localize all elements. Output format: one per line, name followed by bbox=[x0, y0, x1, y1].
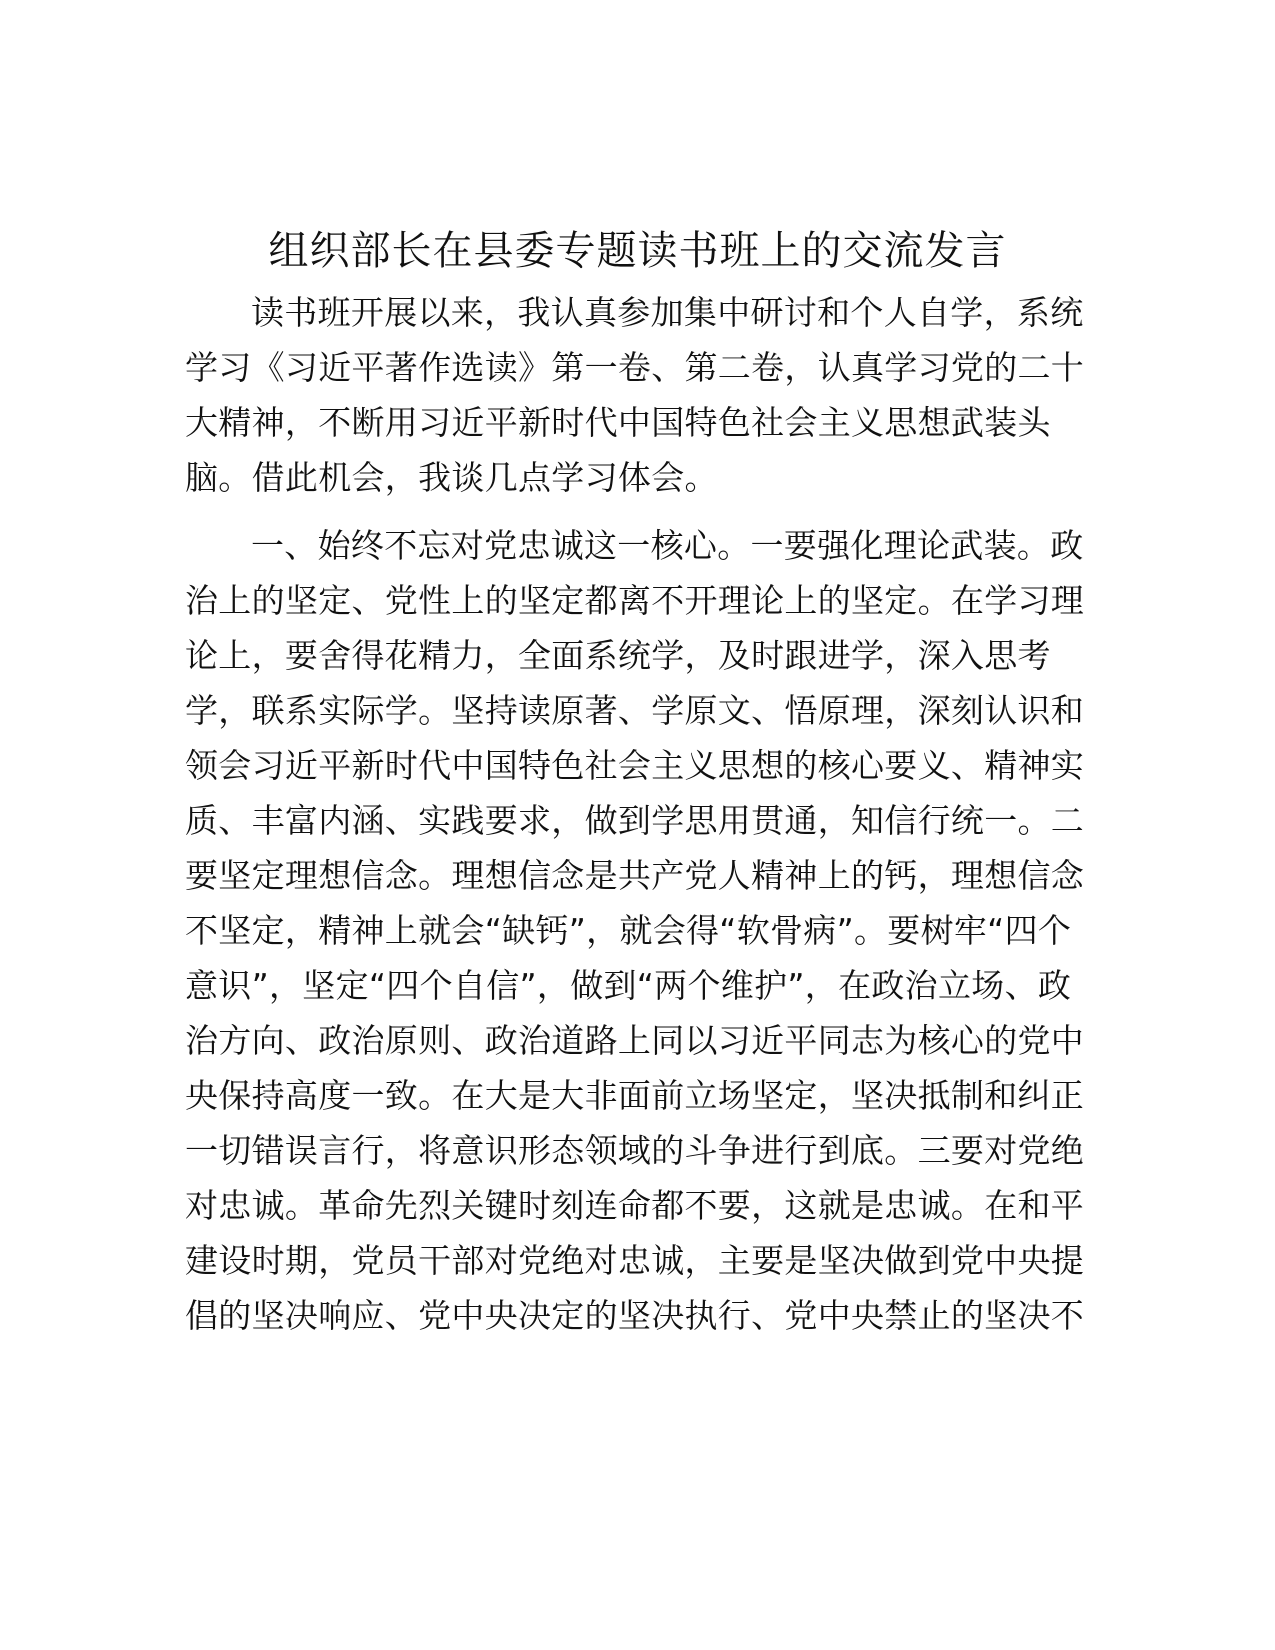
text-line: 要坚定理想信念。理想信念是共产党人精神上的钙，理想信念 bbox=[185, 856, 1085, 895]
text-line: 意识”，坚定“四个自信”，做到“两个维护”，在政治立场、政 bbox=[185, 966, 1072, 1005]
text-line: 一切错误言行，将意识形态领域的斗争进行到底。三要对党绝 bbox=[185, 1131, 1085, 1170]
text-line: 不坚定，精神上就会“缺钙”，就会得“软骨病”。要树牢“四个 bbox=[185, 911, 1072, 950]
text-line: 质、丰富内涵、实践要求，做到学思用贯通，知信行统一。二 bbox=[185, 801, 1085, 840]
text-line: 倡的坚决响应、党中央决定的坚决执行、党中央禁止的坚决不 bbox=[185, 1296, 1085, 1335]
text-line: 对忠诚。革命先烈关键时刻连命都不要，这就是忠诚。在和平 bbox=[185, 1186, 1085, 1225]
paragraph-intro bbox=[185, 285, 1090, 505]
document-title: 组织部长在县委专题读书班上的交流发言 bbox=[268, 228, 1007, 274]
text-line: 论上，要舍得花精力，全面系统学，及时跟进学，深入思考 bbox=[185, 636, 1051, 675]
text-line: 领会习近平新时代中国特色社会主义思想的核心要义、精神实 bbox=[185, 746, 1085, 785]
text-line: 一、始终不忘对党忠诚这一核心。一要强化理论武装。政 bbox=[251, 526, 1084, 565]
text-line: 治方向、政治原则、政治道路上同以习近平同志为核心的党中 bbox=[185, 1021, 1085, 1060]
text-line: 建设时期，党员干部对党绝对忠诚，主要是坚决做到党中央提 bbox=[185, 1241, 1085, 1280]
text-line: 央保持高度一致。在大是大非面前立场坚定，坚决抵制和纠正 bbox=[185, 1076, 1085, 1115]
text-line: 脑。借此机会，我谈几点学习体会。 bbox=[185, 458, 718, 497]
text-line: 大精神，不断用习近平新时代中国特色社会主义思想武装头 bbox=[185, 403, 1051, 442]
text-line: 治上的坚定、党性上的坚定都离不开理论上的坚定。在学习理 bbox=[185, 581, 1085, 620]
text-line: 学习《习近平著作选读》第一卷、第二卷，认真学习党的二十 bbox=[185, 348, 1085, 387]
paragraph-section-one bbox=[185, 518, 1090, 1343]
text-line: 读书班开展以来，我认真参加集中研讨和个人自学，系统 bbox=[251, 293, 1084, 332]
text-line: 学，联系实际学。坚持读原著、学原文、悟原理，深刻认识和 bbox=[185, 691, 1085, 730]
